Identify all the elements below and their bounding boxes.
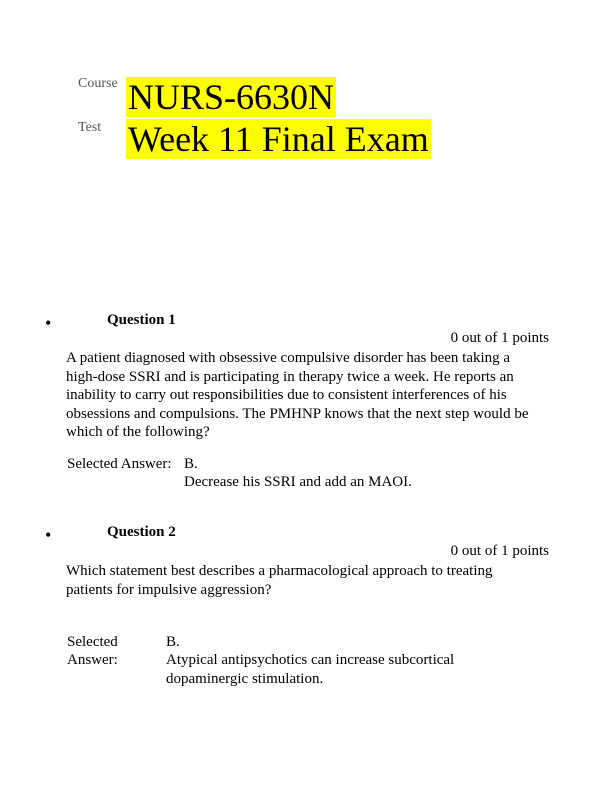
- question-points: 0 out of 1 points: [450, 543, 549, 559]
- bullet-icon: •: [45, 313, 52, 333]
- bullet-icon: •: [45, 525, 52, 545]
- question-text: A patient diagnosed with obsessive compulsive disorder has been taking a high-dose SSRI and is participating in therapy twice a week. He reports an inability to carry out responsibilities due to consistent interferences of his obsessions and compulsions. The PMHNP knows that the next step would be which of the following?: [66, 350, 529, 440]
- test-value: Week 11 Final Exam: [128, 119, 429, 159]
- course-label: Course: [78, 76, 118, 91]
- test-label: Test: [78, 120, 102, 135]
- question-text: Which statement best describes a pharmacological approach to treating patients for impulsive aggression?: [66, 563, 493, 598]
- answer-text: Decrease his SSRI and add an MAOI.: [184, 474, 412, 490]
- question-title: Question 2: [107, 524, 176, 540]
- answer-letter: B.: [184, 456, 198, 472]
- question-points: 0 out of 1 points: [450, 330, 549, 346]
- selected-label: Selected: [67, 634, 118, 650]
- question-title: Question 1: [107, 312, 176, 328]
- selected-answer-label: Selected Answer:: [67, 456, 172, 472]
- answer-letter: B.: [166, 634, 180, 650]
- course-value: NURS-6630N: [128, 77, 335, 117]
- answer-label: Answer:: [67, 652, 118, 668]
- answer-text: Atypical antipsychotics can increase subcortical dopaminergic stimulation.: [166, 652, 455, 687]
